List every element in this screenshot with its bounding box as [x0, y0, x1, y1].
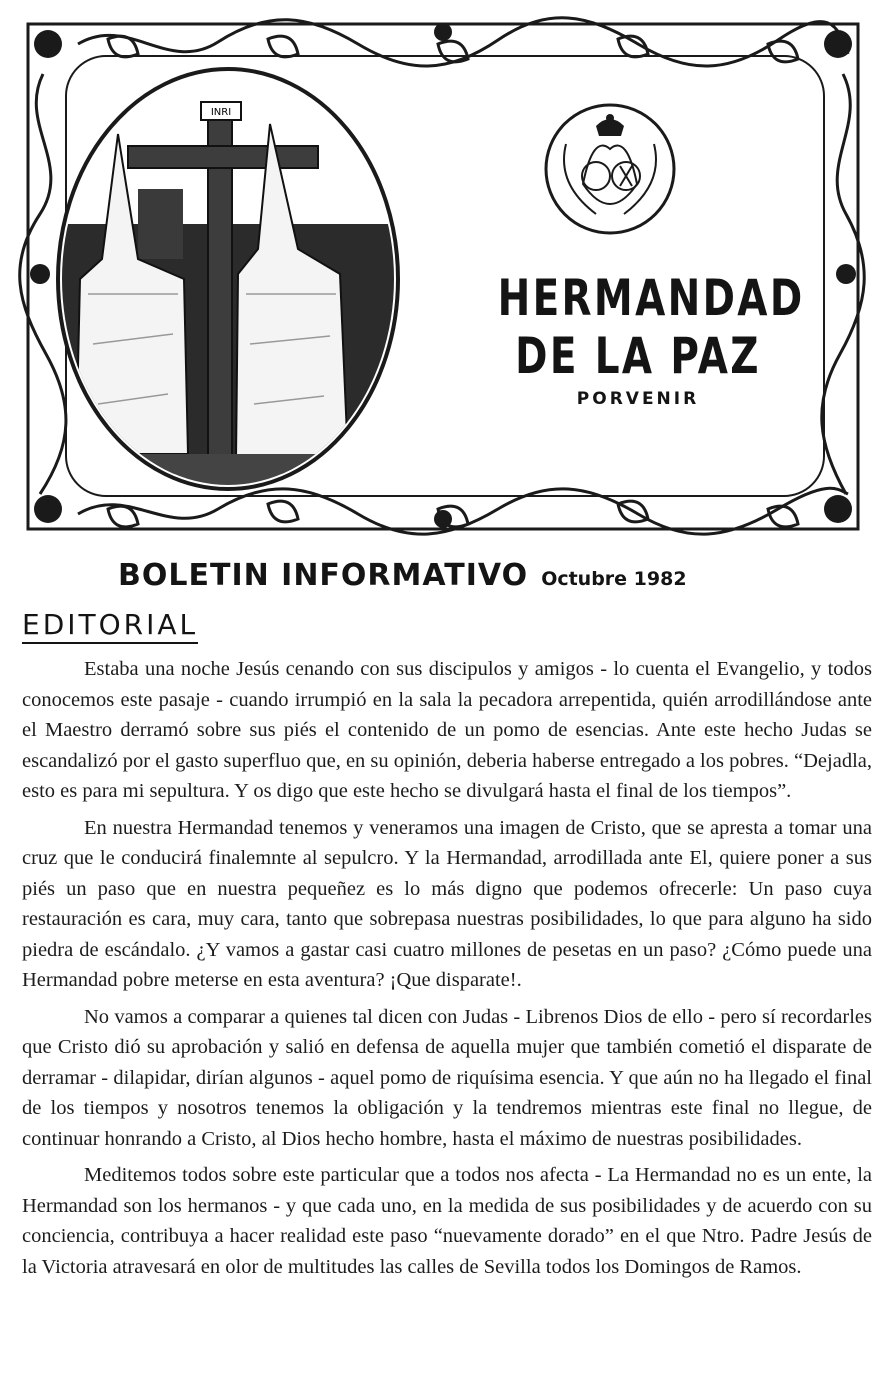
editorial-paragraph: En nuestra Hermandad tenemos y veneramos una imagen de Cristo, que se apresta a tomar una cruz que le conducirá finalemnte al sepulcro. Y la Hermandad, arrodillada ante El, quiere poner a sus piés un paso que en nuestra pequeñez es lo más digno que podemos ofrecerle: Un paso cuya restauración es cara, muy cara, tanto que sobrepasa nuestras posibilidades, lo que para alguno ha sido piedra de escándalo. ¿Y vamos a gastar casi cuatro millones de pesetas en un paso? ¿Cómo puede una Hermandad pobre meterse en esta aventura? ¡Que disparate!.	[22, 816, 872, 991]
header-illustration	[18, 14, 868, 539]
editorial-paragraph: No vamos a comparar a quienes tal dicen con Judas - Librenos Dios de ello - pero sí recordarles que Cristo dió su aprobación y salió en defensa de aquella mujer que también cometió el disparate de derramar - dilapidar, dirían algunos - aquel pomo de riquísima esencia. Y que aún no ha llegado el final de los tiempos y nosotros tenemos la obligación y la tendremos mientras este final no llegue, de continuar honrando a Cristo, al Dios hecho hombre, hasta el máximo de nuestras posibilidades.	[22, 1005, 872, 1150]
editorial-body	[22, 654, 872, 1288]
editorial-heading: EDITORIAL	[22, 608, 198, 644]
brotherhood-name-line1: HERMANDAD	[497, 269, 805, 327]
bulletin-heading	[118, 558, 818, 593]
editorial-paragraph: Estaba una noche Jesús cenando con sus discipulos y amigos - lo cuenta el Evangelio, y todos conocemos este pasaje - cuando irrumpió en la sala la pecadora arrepentida, quién arrodillándose ante el Maestro derramó sobre sus piés el contenido de un pomo de esencias. Ante este hecho Judas se escandalizó por el gasto superfluo que, en su opinión, deberia haberse entregado a los pobres. “Dejadla, esto es para mi sepultura. Y os digo que este hecho se divulgará hasta el final de los tiempos”.	[22, 658, 872, 802]
bulletin-date: Octubre 1982	[541, 568, 687, 590]
editorial-paragraph: Meditemos todos sobre este particular que a todos nos afecta - La Hermandad no es un ente, la Hermandad son los hermanos - y que cada uno, en la medida de sus posibilidades y de acuerdo con su conciencia, contribuya a hacer realidad este paso “nuevamente dorado” en el que Ntro. Padre Jesús de la Victoria atravesará en olor de multitudes las calles de Sevilla todos los Domingos de Ramos.	[22, 1164, 872, 1278]
header-title-block	[458, 269, 818, 409]
brotherhood-subtitle: PORVENIR	[576, 389, 700, 409]
brotherhood-name-line2: DE LA PAZ	[515, 327, 761, 385]
bulletin-title: BOLETIN INFORMATIVO	[118, 558, 529, 593]
cross-inscription: INRI	[210, 107, 232, 118]
